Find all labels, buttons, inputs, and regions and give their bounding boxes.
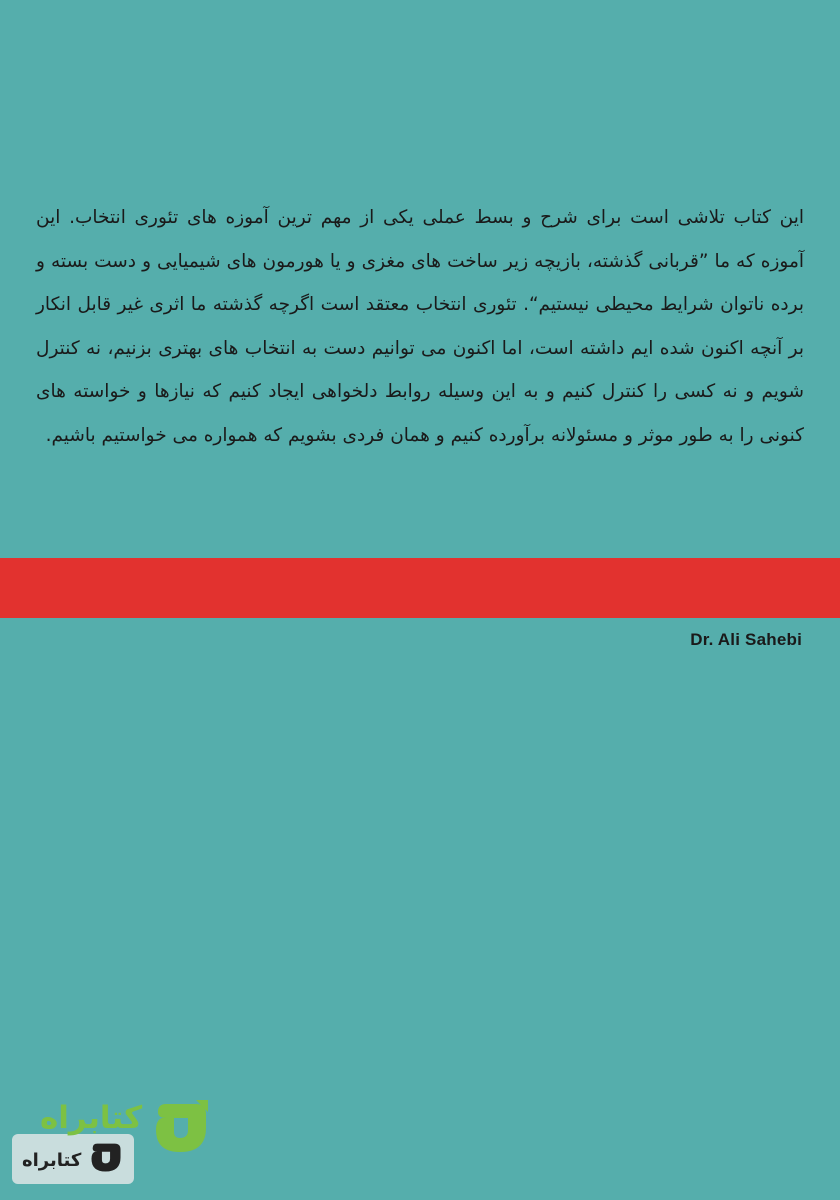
red-band xyxy=(0,558,840,618)
logo-wordmark: کتابراه xyxy=(40,1100,143,1136)
ketabrah-mark-small-icon xyxy=(88,1140,124,1174)
ketabrah-mark-icon xyxy=(150,1098,212,1156)
author-name: Dr. Ali Sahebi xyxy=(690,630,802,649)
back-cover-blurb: این کتاب تلاشی است برای شرح و بسط عملی یکی از مهم ترین آموزه های تئوری انتخاب. این آموزه که ما ”قربانی گذشته، بازیچه زیر ساخت های مغزی و یا هورمون های شیمیایی و دست بسته و برده ناتوان شرایط محیطی نیستیم“. تئوری انتخاب معتقد است اگرچه گذشته ما اثری غیر قابل انکار بر آنچه اکنون شده ایم داشته است، اما اکنون می توانیم دست به انتخاب های بهتری بزنیم، نه کنترل شویم و نه کسی را کنترل کنیم و به این وسیله روابط دلخواهی ایجاد کنیم که نیازها و خواسته های کنونی را به طور موثر و مسئولانه برآورده کنیم و همان فردی بشویم که همواره می خواستیم باشیم. xyxy=(36,207,804,446)
logo-wordmark-small: کتابراه xyxy=(22,1150,82,1171)
ketabrah-logo xyxy=(12,1092,212,1188)
